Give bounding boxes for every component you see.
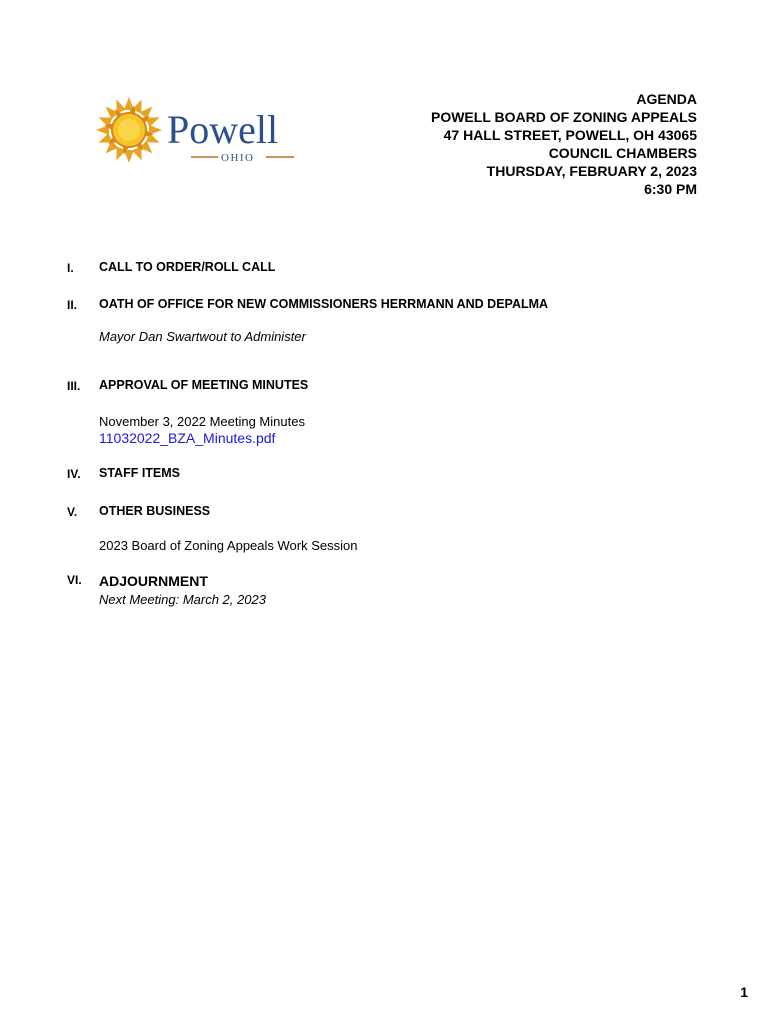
item-title-staff-items: STAFF ITEMS	[99, 466, 181, 480]
page-number: 1	[740, 984, 748, 1000]
item-note-next-meeting: Next Meeting: March 2, 2023	[99, 592, 266, 607]
agenda-header	[431, 90, 697, 198]
meeting-date: THURSDAY, FEBRUARY 2, 2023	[486, 163, 697, 179]
powell-logo	[96, 96, 328, 166]
item-number: I.	[67, 261, 74, 275]
item-title-oath-of-office: OATH OF OFFICE FOR NEW COMMISSIONERS HERRMANN AND DEPALMA	[99, 297, 549, 311]
item-number: IV.	[67, 467, 81, 481]
meeting-address: 47 HALL STREET, POWELL, OH 43065	[443, 127, 697, 143]
item-number: III.	[67, 379, 81, 393]
item-title-adjournment: ADJOURNMENT	[99, 573, 208, 589]
logo-wordmark: Powell	[167, 107, 279, 152]
item-title-other-business: OTHER BUSINESS	[99, 504, 211, 518]
sun-logo-icon	[96, 96, 328, 166]
item-number: VI.	[67, 573, 82, 587]
logo-subtitle: OHIO	[221, 152, 255, 164]
meeting-location: COUNCIL CHAMBERS	[548, 145, 697, 161]
board-name: POWELL BOARD OF ZONING APPEALS	[430, 109, 697, 125]
item-number: V.	[67, 505, 78, 519]
agenda-title: AGENDA	[636, 91, 697, 107]
meeting-time: 6:30 PM	[644, 181, 697, 197]
item-note-oath: Mayor Dan Swartwout to Administer	[99, 329, 306, 344]
minutes-pdf-link[interactable]: 11032022_BZA_Minutes.pdf	[99, 430, 276, 446]
item-title-call-to-order: CALL TO ORDER/ROLL CALL	[99, 260, 276, 274]
item-note-minutes: November 3, 2022 Meeting Minutes	[99, 414, 305, 429]
item-title-approval-minutes: APPROVAL OF MEETING MINUTES	[99, 378, 309, 392]
item-number: II.	[67, 298, 78, 312]
item-note-work-session: 2023 Board of Zoning Appeals Work Session	[99, 538, 358, 553]
